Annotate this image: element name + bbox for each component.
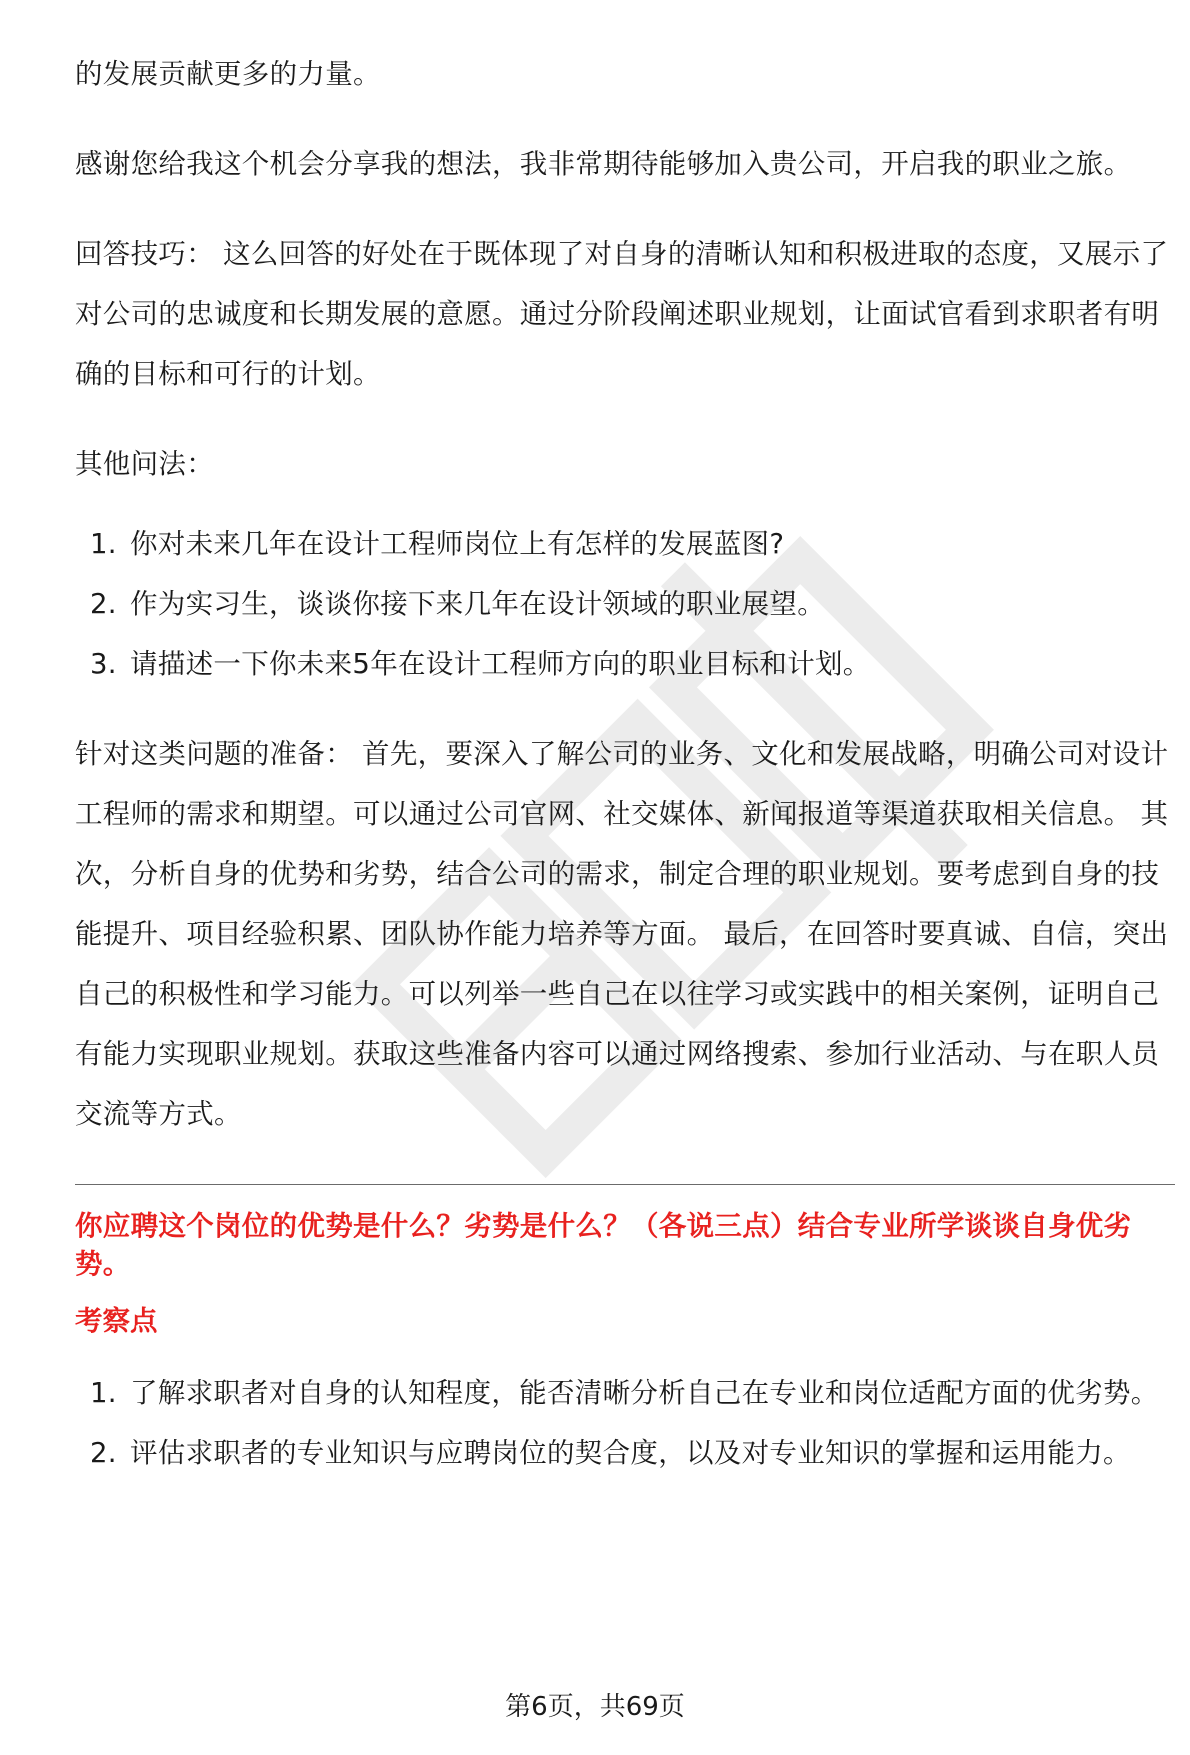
list-item xyxy=(75,514,1175,574)
question-heading: 你应聘这个岗位的优势是什么？劣势是什么？（各说三点）结合专业所学谈谈自身优劣势。 xyxy=(75,1210,1132,1280)
list-number: 3. xyxy=(90,648,117,680)
page-number-footer: 第6页，共69页 xyxy=(505,1692,685,1722)
other-questions-list xyxy=(75,514,1175,694)
list-item-text: 评估求职者的专业知识与应聘岗位的契合度，以及对专业知识的掌握和运用能力。 xyxy=(130,1437,1131,1469)
other-questions-heading: 其他问法： xyxy=(75,448,214,480)
list-item-text: 你对未来几年在设计工程师岗位上有怎样的发展蓝图? xyxy=(130,528,785,560)
paragraph-closing-fragment: 的发展贡献更多的力量。 xyxy=(75,58,381,90)
paragraph-thanks: 感谢您给我这个机会分享我的想法，我非常期待能够加入贵公司，开启我的职业之旅。 xyxy=(75,148,1132,180)
list-item-text: 了解求职者对自身的认知程度，能否清晰分析自己在专业和岗位适配方面的优劣势。 xyxy=(130,1377,1159,1409)
list-number: 2. xyxy=(90,1437,117,1469)
list-number: 1. xyxy=(90,1377,117,1409)
main-content xyxy=(75,44,1175,1483)
list-item xyxy=(75,634,1175,694)
list-number: 1. xyxy=(90,528,117,560)
list-item xyxy=(75,574,1175,634)
exam-points-heading: 考察点 xyxy=(75,1305,158,1337)
list-item xyxy=(75,1423,1175,1483)
paragraph-preparation: 针对这类问题的准备： 首先，要深入了解公司的业务、文化和发展战略，明确公司对设计工程师的需求和期望。可以通过公司官网、社交媒体、新闻报道等渠道获取相关信息。 其次，分析自身的优势和劣势，结合公司的需求，制定合理的职业规划。要考虑到自身的技能提升、项目经验积累、团队协作能力培养等方面。 最后，在回答时要真诚、自信，突出自己的积极性和学习能力。可以列举一些自己在以往学习或实践中的相关案例，证明自己有能力实现职业规划。获取这些准备内容可以通过网络搜索、参加行业活动、与在职人员交流等方式。 xyxy=(75,738,1169,1130)
list-item-text: 请描述一下你未来5年在设计工程师方向的职业目标和计划。 xyxy=(130,648,871,680)
list-number: 2. xyxy=(90,588,117,620)
paragraph-answer-tips: 回答技巧： 这么回答的好处在于既体现了对自身的清晰认知和积极进取的态度，又展示了对公司的忠诚度和长期发展的意愿。通过分阶段阐述职业规划，让面试官看到求职者有明确的目标和可行的计划。 xyxy=(75,238,1169,390)
exam-points-list xyxy=(75,1363,1175,1483)
list-item-text: 作为实习生，谈谈你接下来几年在设计领域的职业展望。 xyxy=(130,588,825,620)
list-item xyxy=(75,1363,1175,1423)
